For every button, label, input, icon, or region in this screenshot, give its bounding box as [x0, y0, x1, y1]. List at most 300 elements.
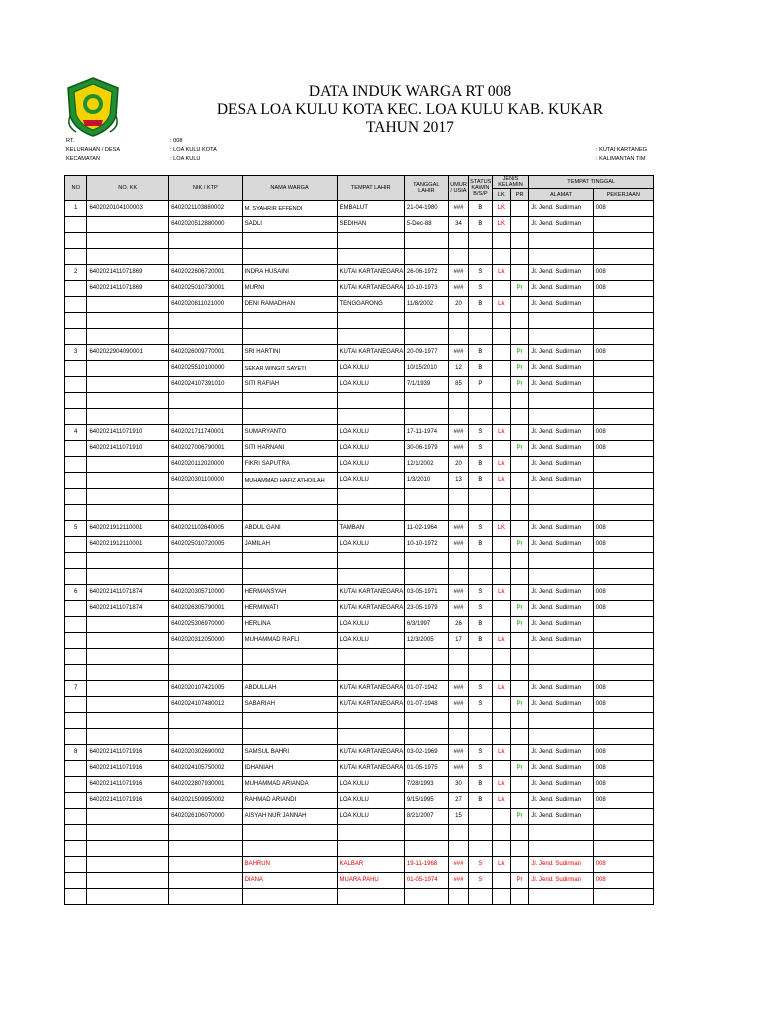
table-row — [65, 745, 654, 761]
cell-status — [469, 649, 492, 665]
cell-nama: RAHMAD ARIANDI — [242, 793, 337, 809]
cell-nama: MUHAMMAD RAFLI — [242, 633, 337, 649]
cell-status: P — [469, 377, 492, 393]
cell-alamat: Jl. Jend. Sudirman — [529, 857, 593, 873]
col-tempat-tinggal: TEMPAT TINGGAL — [529, 176, 654, 189]
cell-umur: ### — [448, 521, 468, 537]
cell-status: B — [469, 361, 492, 377]
table-row — [65, 425, 654, 441]
cell-alamat — [529, 505, 593, 521]
table-row — [65, 569, 654, 585]
cell-pr — [511, 649, 529, 665]
cell-umur — [448, 889, 468, 905]
cell-status — [469, 553, 492, 569]
cell-nik: 6402021509950002 — [169, 793, 242, 809]
cell-nama — [242, 569, 337, 585]
cell-alamat — [529, 329, 593, 345]
cell-nama — [242, 825, 337, 841]
cell-status — [469, 233, 492, 249]
cell-pekerjaan: 008 — [593, 585, 653, 601]
cell-nama — [242, 233, 337, 249]
cell-status: B — [469, 633, 492, 649]
cell-umur — [448, 505, 468, 521]
cell-tanggal-lahir: 7/1/1939 — [404, 377, 448, 393]
cell-no: 5 — [65, 521, 87, 537]
cell-pr — [511, 425, 529, 441]
cell-pekerjaan — [593, 313, 653, 329]
cell-no-kk — [87, 361, 169, 377]
table-row — [65, 889, 654, 905]
cell-pr: Pr — [511, 761, 529, 777]
cell-status — [469, 313, 492, 329]
cell-tempat-lahir: KUTAI KARTANEGARA — [337, 681, 404, 697]
cell-alamat — [529, 889, 593, 905]
cell-no — [65, 281, 87, 297]
cell-no — [65, 297, 87, 313]
cell-tanggal-lahir: 12/1/2002 — [404, 457, 448, 473]
cell-pr — [511, 569, 529, 585]
cell-pekerjaan: 008 — [593, 425, 653, 441]
table-row — [65, 505, 654, 521]
cell-nik: 6402021102640005 — [169, 521, 242, 537]
cell-tanggal-lahir: 30-06-1979 — [404, 441, 448, 457]
cell-umur: ### — [448, 601, 468, 617]
cell-pr: Pr — [511, 617, 529, 633]
table-row — [65, 601, 654, 617]
table-row — [65, 297, 654, 313]
cell-no — [65, 569, 87, 585]
rt-label: RT. — [66, 138, 75, 144]
cell-tempat-lahir — [337, 393, 404, 409]
cell-pr — [511, 793, 529, 809]
cell-tanggal-lahir: 5-Dec-88 — [404, 217, 448, 233]
table-row — [65, 393, 654, 409]
cell-nama — [242, 249, 337, 265]
cell-status: B — [469, 537, 492, 553]
kecamatan-label: KECAMATAN — [66, 156, 100, 162]
cell-pr — [511, 217, 529, 233]
cell-pekerjaan: 008 — [593, 521, 653, 537]
cell-nama: SEKAR WINGIT SAYETI — [242, 361, 337, 377]
cell-no — [65, 249, 87, 265]
cell-status: S — [469, 761, 492, 777]
cell-no — [65, 809, 87, 825]
table-row — [65, 249, 654, 265]
cell-alamat — [529, 729, 593, 745]
cell-tanggal-lahir — [404, 665, 448, 681]
table-row — [65, 489, 654, 505]
cell-tanggal-lahir — [404, 489, 448, 505]
cell-tanggal-lahir — [404, 329, 448, 345]
cell-pekerjaan — [593, 329, 653, 345]
cell-tanggal-lahir — [404, 393, 448, 409]
cell-umur: ### — [448, 745, 468, 761]
table-row — [65, 729, 654, 745]
cell-nik — [169, 825, 242, 841]
cell-tempat-lahir: LOA KULU — [337, 537, 404, 553]
cell-lk: Lk — [492, 633, 510, 649]
cell-pekerjaan — [593, 889, 653, 905]
cell-alamat: Jl. Jend. Sudirman — [529, 793, 593, 809]
cell-alamat — [529, 489, 593, 505]
cell-no-kk — [87, 809, 169, 825]
cell-alamat: Jl. Jend. Sudirman — [529, 265, 593, 281]
cell-status: S — [469, 681, 492, 697]
cell-nama — [242, 313, 337, 329]
cell-tempat-lahir — [337, 505, 404, 521]
cell-nama — [242, 889, 337, 905]
cell-nama: ABDULLAH — [242, 681, 337, 697]
cell-tanggal-lahir: 01-05-1974 — [404, 873, 448, 889]
cell-lk — [492, 505, 510, 521]
cell-alamat: Jl. Jend. Sudirman — [529, 345, 593, 361]
cell-lk — [492, 361, 510, 377]
cell-no — [65, 489, 87, 505]
cell-nik: 6402020811021000 — [169, 297, 242, 313]
cell-lk — [492, 729, 510, 745]
cell-tanggal-lahir — [404, 713, 448, 729]
cell-no — [65, 697, 87, 713]
cell-umur — [448, 489, 468, 505]
cell-tanggal-lahir: 12/3/2005 — [404, 633, 448, 649]
cell-alamat: Jl. Jend. Sudirman — [529, 521, 593, 537]
table-row — [65, 377, 654, 393]
cell-tempat-lahir: KUTAI KARTANEGARA — [337, 745, 404, 761]
cell-pekerjaan: 008 — [593, 761, 653, 777]
cell-pekerjaan — [593, 553, 653, 569]
cell-pekerjaan: 008 — [593, 441, 653, 457]
cell-nik — [169, 649, 242, 665]
cell-no — [65, 649, 87, 665]
cell-nik: 6402026009770001 — [169, 345, 242, 361]
cell-no: 1 — [65, 201, 87, 217]
cell-alamat — [529, 713, 593, 729]
cell-nik: 6402021103880002 — [169, 201, 242, 217]
cell-pr: Pr — [511, 873, 529, 889]
cell-umur — [448, 729, 468, 745]
cell-status: S — [469, 265, 492, 281]
cell-no — [65, 889, 87, 905]
cell-tanggal-lahir: 9/15/1995 — [404, 793, 448, 809]
cell-nik — [169, 873, 242, 889]
cell-no-kk: 6402022904090001 — [87, 345, 169, 361]
table-body — [65, 201, 654, 905]
cell-nama: SADLI — [242, 217, 337, 233]
cell-no-kk — [87, 297, 169, 313]
col-nama: NAMA WARGA — [242, 176, 337, 201]
cell-tempat-lahir: LOA KULU — [337, 617, 404, 633]
cell-no-kk — [87, 649, 169, 665]
kabupaten-value: : KUTAI KARTANEG — [596, 147, 647, 153]
table-row — [65, 809, 654, 825]
cell-umur: ### — [448, 585, 468, 601]
cell-lk — [492, 393, 510, 409]
cell-no: 2 — [65, 265, 87, 281]
cell-tempat-lahir: KUTAI KARTANEGARA — [337, 761, 404, 777]
table-row — [65, 313, 654, 329]
cell-umur — [448, 825, 468, 841]
cell-tempat-lahir: MUARA PAHU — [337, 873, 404, 889]
cell-pekerjaan — [593, 505, 653, 521]
cell-pekerjaan: 008 — [593, 777, 653, 793]
cell-no-kk: 6402021411071916 — [87, 761, 169, 777]
cell-umur: 30 — [448, 777, 468, 793]
cell-pr: Pr — [511, 697, 529, 713]
kelurahan-value: : LOA KULU KOTA — [170, 147, 217, 153]
cell-pr — [511, 729, 529, 745]
cell-no-kk — [87, 457, 169, 473]
cell-umur: 26 — [448, 617, 468, 633]
cell-tempat-lahir — [337, 825, 404, 841]
cell-pekerjaan — [593, 729, 653, 745]
cell-lk — [492, 313, 510, 329]
cell-status — [469, 489, 492, 505]
table-row — [65, 281, 654, 297]
cell-lk — [492, 537, 510, 553]
cell-tanggal-lahir: 17-11-1974 — [404, 425, 448, 441]
cell-pr — [511, 473, 529, 489]
table-row — [65, 585, 654, 601]
cell-pr — [511, 505, 529, 521]
cell-umur — [448, 409, 468, 425]
table-row — [65, 361, 654, 377]
cell-pekerjaan — [593, 457, 653, 473]
kabupaten-emblem-logo — [66, 76, 120, 138]
cell-tempat-lahir — [337, 889, 404, 905]
table-row — [65, 665, 654, 681]
cell-tempat-lahir — [337, 729, 404, 745]
cell-tempat-lahir — [337, 233, 404, 249]
cell-umur: ### — [448, 425, 468, 441]
cell-tempat-lahir — [337, 249, 404, 265]
cell-tanggal-lahir — [404, 409, 448, 425]
cell-lk — [492, 489, 510, 505]
cell-status: B — [469, 345, 492, 361]
cell-nik: 6402020302690002 — [169, 745, 242, 761]
cell-nik: 6402025010720005 — [169, 537, 242, 553]
cell-no-kk: 6402021411071916 — [87, 745, 169, 761]
cell-no — [65, 473, 87, 489]
cell-status — [469, 505, 492, 521]
col-alamat: ALAMAT — [529, 189, 593, 201]
cell-alamat: Jl. Jend. Sudirman — [529, 601, 593, 617]
cell-no-kk — [87, 569, 169, 585]
cell-nama: HERMANSYAH — [242, 585, 337, 601]
cell-status — [469, 249, 492, 265]
cell-nama — [242, 409, 337, 425]
cell-pr — [511, 249, 529, 265]
cell-pekerjaan: 008 — [593, 681, 653, 697]
col-no-kk: NO. KK — [87, 176, 169, 201]
cell-tanggal-lahir — [404, 313, 448, 329]
cell-tanggal-lahir — [404, 569, 448, 585]
cell-no — [65, 841, 87, 857]
cell-nik: 6402024107391010 — [169, 377, 242, 393]
cell-alamat: Jl. Jend. Sudirman — [529, 297, 593, 313]
cell-alamat: Jl. Jend. Sudirman — [529, 217, 593, 233]
cell-nik — [169, 505, 242, 521]
cell-lk — [492, 249, 510, 265]
cell-tempat-lahir — [337, 665, 404, 681]
cell-nama: SAMSUL BAHRI — [242, 745, 337, 761]
cell-no — [65, 393, 87, 409]
cell-pekerjaan: 008 — [593, 281, 653, 297]
cell-lk — [492, 553, 510, 569]
cell-pekerjaan: 008 — [593, 873, 653, 889]
cell-nik: 6402024107480012 — [169, 697, 242, 713]
cell-umur: ### — [448, 873, 468, 889]
cell-lk: Lk — [492, 425, 510, 441]
cell-no — [65, 665, 87, 681]
table-row — [65, 697, 654, 713]
cell-tempat-lahir: LOA KULU — [337, 793, 404, 809]
cell-no-kk: 6402021912110001 — [87, 537, 169, 553]
cell-status — [469, 569, 492, 585]
cell-no: 7 — [65, 681, 87, 697]
table-row — [65, 457, 654, 473]
cell-no — [65, 729, 87, 745]
col-umur: UMUR / USIA — [448, 176, 468, 201]
cell-status: B — [469, 457, 492, 473]
cell-nik: 6402026106070000 — [169, 809, 242, 825]
cell-pekerjaan — [593, 473, 653, 489]
cell-pekerjaan — [593, 713, 653, 729]
cell-tempat-lahir: TENGGARONG — [337, 297, 404, 313]
cell-pr — [511, 665, 529, 681]
cell-nik — [169, 233, 242, 249]
cell-status: S — [469, 873, 492, 889]
cell-tanggal-lahir: 7/28/1993 — [404, 777, 448, 793]
cell-status: B — [469, 777, 492, 793]
cell-pr — [511, 329, 529, 345]
cell-lk — [492, 761, 510, 777]
cell-tanggal-lahir: 01-07-1948 — [404, 697, 448, 713]
cell-alamat — [529, 313, 593, 329]
cell-lk — [492, 889, 510, 905]
cell-umur: 13 — [448, 473, 468, 489]
cell-lk — [492, 569, 510, 585]
cell-umur: 17 — [448, 633, 468, 649]
cell-no-kk — [87, 489, 169, 505]
cell-nik: 6402020112020000 — [169, 457, 242, 473]
col-no: NO — [65, 176, 87, 201]
cell-status — [469, 713, 492, 729]
cell-alamat: Jl. Jend. Sudirman — [529, 201, 593, 217]
cell-pekerjaan — [593, 649, 653, 665]
cell-nik: 6402020301100000 — [169, 473, 242, 489]
cell-alamat: Jl. Jend. Sudirman — [529, 617, 593, 633]
cell-nik — [169, 857, 242, 873]
cell-status — [469, 729, 492, 745]
col-nik: NIK / KTP — [169, 176, 242, 201]
cell-alamat — [529, 649, 593, 665]
cell-nama — [242, 713, 337, 729]
cell-tempat-lahir: LOA KULU — [337, 361, 404, 377]
cell-tanggal-lahir: 26-06-1972 — [404, 265, 448, 281]
cell-umur: 20 — [448, 297, 468, 313]
cell-umur: ### — [448, 857, 468, 873]
cell-alamat: Jl. Jend. Sudirman — [529, 281, 593, 297]
cell-tempat-lahir: LOA KULU — [337, 377, 404, 393]
cell-nama: INDRA HUSAINI — [242, 265, 337, 281]
cell-nik — [169, 665, 242, 681]
cell-tanggal-lahir: 20-09-1977 — [404, 345, 448, 361]
col-pekerjaan: PEKERJAAN — [593, 189, 653, 201]
table-row — [65, 825, 654, 841]
cell-status: S — [469, 601, 492, 617]
cell-no-kk — [87, 313, 169, 329]
cell-alamat: Jl. Jend. Sudirman — [529, 681, 593, 697]
cell-no: 8 — [65, 745, 87, 761]
cell-tanggal-lahir: 01-05-1975 — [404, 761, 448, 777]
cell-pr — [511, 265, 529, 281]
cell-lk — [492, 873, 510, 889]
cell-lk: LK — [492, 201, 510, 217]
cell-no-kk — [87, 681, 169, 697]
cell-nama: MURNI — [242, 281, 337, 297]
cell-no-kk — [87, 857, 169, 873]
cell-tempat-lahir: KUTAI KARTANEGARA — [337, 345, 404, 361]
cell-nama: MUHAMMAD HAFIZ ATHOILAH — [242, 473, 337, 489]
cell-umur: 34 — [448, 217, 468, 233]
cell-alamat: Jl. Jend. Sudirman — [529, 425, 593, 441]
cell-umur: ### — [448, 761, 468, 777]
cell-tempat-lahir — [337, 329, 404, 345]
cell-tanggal-lahir — [404, 889, 448, 905]
cell-umur — [448, 393, 468, 409]
cell-no-kk — [87, 697, 169, 713]
table-row — [65, 537, 654, 553]
cell-nama: ABDUL GANI — [242, 521, 337, 537]
cell-no-kk: 6402021411071910 — [87, 441, 169, 457]
cell-lk: Lk — [492, 457, 510, 473]
cell-tanggal-lahir — [404, 233, 448, 249]
cell-alamat: Jl. Jend. Sudirman — [529, 473, 593, 489]
cell-pekerjaan: 008 — [593, 857, 653, 873]
cell-pekerjaan: 008 — [593, 265, 653, 281]
cell-pr — [511, 777, 529, 793]
cell-lk — [492, 377, 510, 393]
cell-tanggal-lahir: 11-02-1964 — [404, 521, 448, 537]
cell-nama — [242, 729, 337, 745]
cell-nik — [169, 329, 242, 345]
cell-umur: 20 — [448, 457, 468, 473]
cell-umur: ### — [448, 345, 468, 361]
cell-alamat: Jl. Jend. Sudirman — [529, 377, 593, 393]
cell-no — [65, 441, 87, 457]
cell-pekerjaan — [593, 569, 653, 585]
cell-pr — [511, 313, 529, 329]
cell-status — [469, 889, 492, 905]
cell-nama: SITI HARNANI — [242, 441, 337, 457]
cell-tempat-lahir — [337, 313, 404, 329]
cell-no-kk — [87, 553, 169, 569]
cell-no — [65, 457, 87, 473]
table-row — [65, 617, 654, 633]
cell-nama: IDHANIAH — [242, 761, 337, 777]
cell-no-kk — [87, 505, 169, 521]
cell-nik: 6402027006790001 — [169, 441, 242, 457]
cell-no-kk — [87, 233, 169, 249]
table-row — [65, 649, 654, 665]
cell-nik: 6402021711740001 — [169, 425, 242, 441]
cell-no-kk — [87, 825, 169, 841]
cell-tempat-lahir: LOA KULU — [337, 633, 404, 649]
cell-status: S — [469, 745, 492, 761]
cell-nama — [242, 393, 337, 409]
cell-pr — [511, 409, 529, 425]
cell-umur: ### — [448, 265, 468, 281]
